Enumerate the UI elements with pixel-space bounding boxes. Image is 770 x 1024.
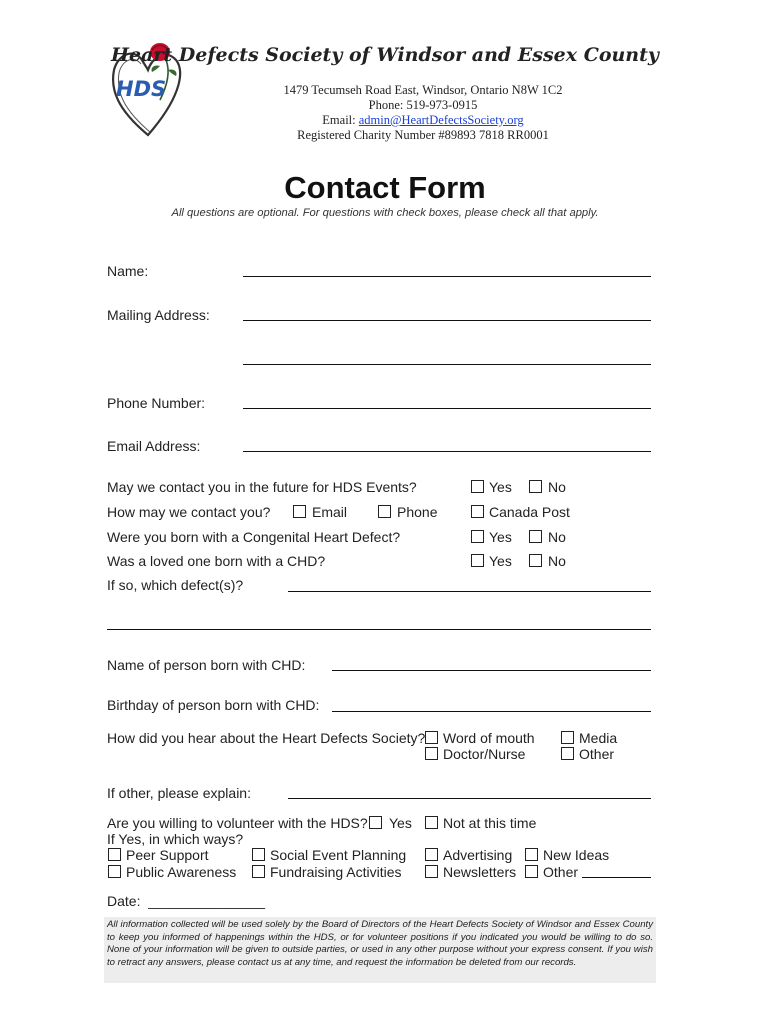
- which-defects-field-1[interactable]: [288, 591, 651, 592]
- born-chd-yes-checkbox[interactable]: [471, 530, 484, 543]
- hear-word-of-mouth-label: Word of mouth: [443, 730, 535, 746]
- hear-word-of-mouth-checkbox[interactable]: [425, 731, 438, 744]
- email-address-label: Email Address:: [107, 438, 201, 454]
- name-label: Name:: [107, 263, 149, 279]
- org-email-line: [0, 113, 770, 128]
- org-phone: Phone: 519-973-0915: [368, 98, 478, 112]
- volunteer-ways-label: If Yes, in which ways?: [107, 831, 244, 847]
- new-ideas-label: New Ideas: [543, 847, 610, 863]
- peer-support-checkbox[interactable]: [108, 848, 121, 861]
- future-contact-no-checkbox[interactable]: [529, 480, 542, 493]
- phone-number-field[interactable]: [243, 408, 651, 409]
- hear-other-label: Other: [579, 746, 615, 762]
- phone-number-label: Phone Number:: [107, 395, 206, 411]
- hear-about-question: How did you hear about the Heart Defects Society?: [107, 730, 426, 746]
- peer-support-label: Peer Support: [126, 847, 209, 863]
- loved-one-no-label: No: [548, 553, 566, 569]
- hear-doctor-nurse-label: Doctor/Nurse: [443, 746, 526, 762]
- hear-doctor-nurse-checkbox[interactable]: [425, 747, 438, 760]
- born-chd-no-label: No: [548, 529, 566, 545]
- email-address-field[interactable]: [243, 451, 651, 452]
- contact-method-question: How may we contact you?: [107, 504, 271, 520]
- contact-email-checkbox[interactable]: [293, 505, 306, 518]
- which-defects-label: If so, which defect(s)?: [107, 577, 244, 593]
- fundraising-label: Fundraising Activities: [270, 864, 402, 880]
- hear-media-label: Media: [579, 730, 618, 746]
- advertising-label: Advertising: [443, 847, 513, 863]
- future-contact-question: May we contact you in the future for HDS Events?: [107, 479, 417, 495]
- loved-one-yes-label: Yes: [489, 553, 512, 569]
- born-chd-yes-label: Yes: [489, 529, 512, 545]
- email-label: Email:: [322, 113, 359, 127]
- hear-other-checkbox[interactable]: [561, 747, 574, 760]
- mailing-address-field-2[interactable]: [243, 364, 651, 365]
- future-contact-yes-checkbox[interactable]: [471, 480, 484, 493]
- mailing-address-field-1[interactable]: [243, 320, 651, 321]
- newsletters-label: Newsletters: [443, 864, 517, 880]
- loved-one-yes-checkbox[interactable]: [471, 554, 484, 567]
- future-contact-yes-label: Yes: [489, 479, 512, 495]
- volunteer-other-label: Other: [543, 864, 579, 880]
- form-subtitle: All questions are optional. For questions with check boxes, please check all that apply.: [171, 207, 599, 219]
- mailing-address-label: Mailing Address:: [107, 307, 210, 323]
- public-awareness-label: Public Awareness: [126, 864, 237, 880]
- volunteer-other-checkbox[interactable]: [525, 865, 538, 878]
- logo-letters: HDS: [116, 77, 167, 101]
- volunteer-question: Are you willing to volunteer with the HDS?: [107, 815, 368, 831]
- volunteer-yes-label: Yes: [389, 815, 412, 831]
- loved-one-no-checkbox[interactable]: [529, 554, 542, 567]
- charity-number: Registered Charity Number #89893 7818 RR0001: [297, 128, 549, 142]
- volunteer-yes-checkbox[interactable]: [369, 816, 382, 829]
- contact-phone-label: Phone: [397, 504, 438, 520]
- newsletters-checkbox[interactable]: [425, 865, 438, 878]
- person-name-label: Name of person born with CHD:: [107, 657, 306, 673]
- social-event-checkbox[interactable]: [252, 848, 265, 861]
- person-birthday-label: Birthday of person born with CHD:: [107, 697, 320, 713]
- contact-phone-checkbox[interactable]: [378, 505, 391, 518]
- advertising-checkbox[interactable]: [425, 848, 438, 861]
- born-chd-no-checkbox[interactable]: [529, 530, 542, 543]
- form-title: Contact Form: [284, 170, 486, 205]
- email-link[interactable]: admin@HeartDefectsSociety.org: [358, 113, 524, 127]
- other-explain-field[interactable]: [288, 798, 651, 799]
- org-address: 1479 Tecumseh Road East, Windsor, Ontario N8W 1C2: [283, 83, 563, 97]
- org-name: Heart Defects Society of Windsor and Essex County: [111, 44, 659, 66]
- new-ideas-checkbox[interactable]: [525, 848, 538, 861]
- social-event-label: Social Event Planning: [270, 847, 407, 863]
- name-field[interactable]: [243, 276, 651, 277]
- hear-media-checkbox[interactable]: [561, 731, 574, 744]
- date-label: Date:: [107, 893, 141, 909]
- public-awareness-checkbox[interactable]: [108, 865, 121, 878]
- volunteer-not-now-checkbox[interactable]: [425, 816, 438, 829]
- which-defects-field-2[interactable]: [107, 629, 651, 630]
- date-row: [107, 893, 265, 909]
- other-explain-label: If other, please explain:: [107, 785, 251, 801]
- privacy-disclaimer: All information collected will be used solely by the Board of Directors of the Heart Defects Society of Windsor and Essex County to keep you informed of happenings within the HDS, or for volunteer positions if you indicated you would be willing to do so. None of your information will be given to outside parties, or used in any other purpose without your express consent. If you wish to retract any answers, please contact us at any time, and request the information be deleted from our records.: [104, 917, 656, 983]
- contact-email-label: Email: [312, 504, 348, 520]
- person-name-field[interactable]: [332, 670, 651, 671]
- contact-canada-post-label: Canada Post: [489, 504, 570, 520]
- future-contact-no-label: No: [548, 479, 566, 495]
- born-chd-question: Were you born with a Congenital Heart Defect?: [107, 529, 401, 545]
- person-birthday-field[interactable]: [332, 711, 651, 712]
- date-field[interactable]: _______________: [148, 893, 266, 909]
- contact-canada-post-checkbox[interactable]: [471, 505, 484, 518]
- volunteer-other-field[interactable]: [582, 877, 651, 878]
- loved-one-chd-question: Was a loved one born with a CHD?: [107, 553, 326, 569]
- volunteer-not-now-label: Not at this time: [443, 815, 537, 831]
- fundraising-checkbox[interactable]: [252, 865, 265, 878]
